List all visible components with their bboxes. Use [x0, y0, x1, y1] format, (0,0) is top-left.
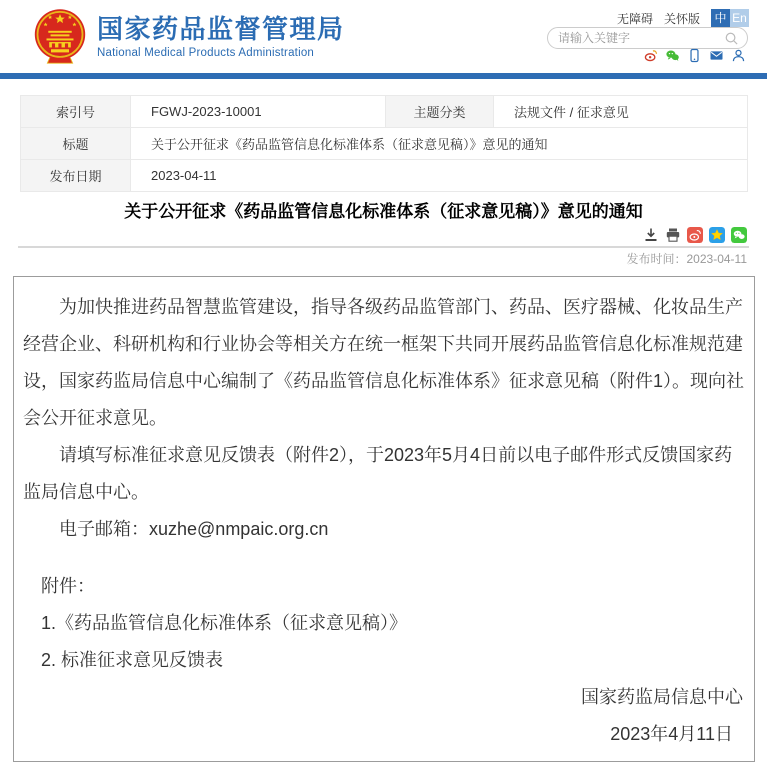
meta-value-topic-category: 法规文件 / 征求意见 [494, 96, 748, 128]
share-weibo-icon[interactable] [687, 227, 703, 243]
social-icon-row [643, 48, 746, 63]
mail-icon[interactable] [709, 48, 724, 63]
main-content [20, 95, 747, 762]
search-box [547, 27, 748, 49]
share-qzone-icon[interactable] [709, 227, 725, 243]
article-title: 关于公开征求《药品监管信息化标准体系（征求意见稿）》意见的通知 [124, 202, 643, 221]
meta-label-index-number: 索引号 [21, 96, 131, 128]
site-subtitle: National Medical Products Administration [97, 47, 315, 59]
site-title: 国家药品监督管理局 [97, 14, 345, 44]
meta-label-topic-category: 主题分类 [386, 96, 494, 128]
meta-value-publish-date: 2023-04-11 [131, 160, 748, 192]
article-action-bar [20, 227, 747, 243]
search-input[interactable] [556, 30, 724, 46]
search-icon[interactable] [724, 31, 739, 46]
mobile-icon[interactable] [687, 48, 702, 63]
notice-body [13, 276, 755, 762]
meta-label-publish-date: 发布日期 [21, 160, 131, 192]
accessibility-link[interactable]: 无障碍 [616, 11, 653, 26]
top-utility-links [617, 9, 749, 27]
share-wechat-icon[interactable] [731, 227, 747, 243]
body-paragraph-1: 为加快推进药品智慧监管建设，指导各级药品监管部门、药品、医疗器械、化妆品生产经营企业、科研机构和行业协会等相关方在统一框架下共同开展药品监管信息化标准规范建设，国家药监局信息中心编制了《药品监管信息化标准体系》征求意见稿（附件1）。现向社会公开征求意见。 [23, 297, 745, 428]
meta-row-publish-date [21, 160, 748, 192]
meta-row-index [21, 96, 748, 128]
print-icon[interactable] [665, 227, 681, 243]
user-icon[interactable] [731, 48, 746, 63]
signature-date: 2023年4月11日 [610, 724, 733, 744]
national-emblem-logo [33, 7, 87, 69]
care-version-link[interactable]: 关怀版 [663, 11, 700, 26]
attachments-label: 附件： [41, 576, 95, 596]
lang-toggle-zh[interactable]: 中 [711, 9, 730, 27]
site-brand [97, 14, 345, 59]
signature-org: 国家药监局信息中心 [581, 687, 743, 707]
meta-label-title: 标题 [21, 128, 131, 160]
publish-time-label: 发布时间：2023-04-11 [626, 252, 747, 266]
meta-value-index-number: FGWJ-2023-10001 [131, 96, 386, 128]
body-paragraph-2: 请填写标准征求意见反馈表（附件2），于2023年5月4日前以电子邮件形式反馈国家药监局信息中心。 [23, 445, 733, 502]
download-icon[interactable] [643, 227, 659, 243]
weibo-icon[interactable] [643, 48, 658, 63]
meta-value-title: 关于公开征求《药品监管信息化标准体系（征求意见稿）》意见的通知 [131, 128, 748, 160]
blank-spacer [23, 548, 745, 568]
lang-toggle-en[interactable]: En [730, 9, 749, 27]
header-divider-bar [0, 73, 767, 79]
attachment-item-1: 1.《药品监管信息化标准体系（征求意见稿）》 [41, 613, 408, 633]
document-meta-table [20, 95, 748, 192]
site-header [0, 0, 767, 73]
email-line: 电子邮箱：xuzhe@nmpaic.org.cn [59, 519, 329, 539]
meta-row-title [21, 128, 748, 160]
wechat-icon[interactable] [665, 48, 680, 63]
attachment-item-2: 2. 标准征求意见反馈表 [41, 650, 224, 670]
title-separator-line [18, 246, 749, 248]
